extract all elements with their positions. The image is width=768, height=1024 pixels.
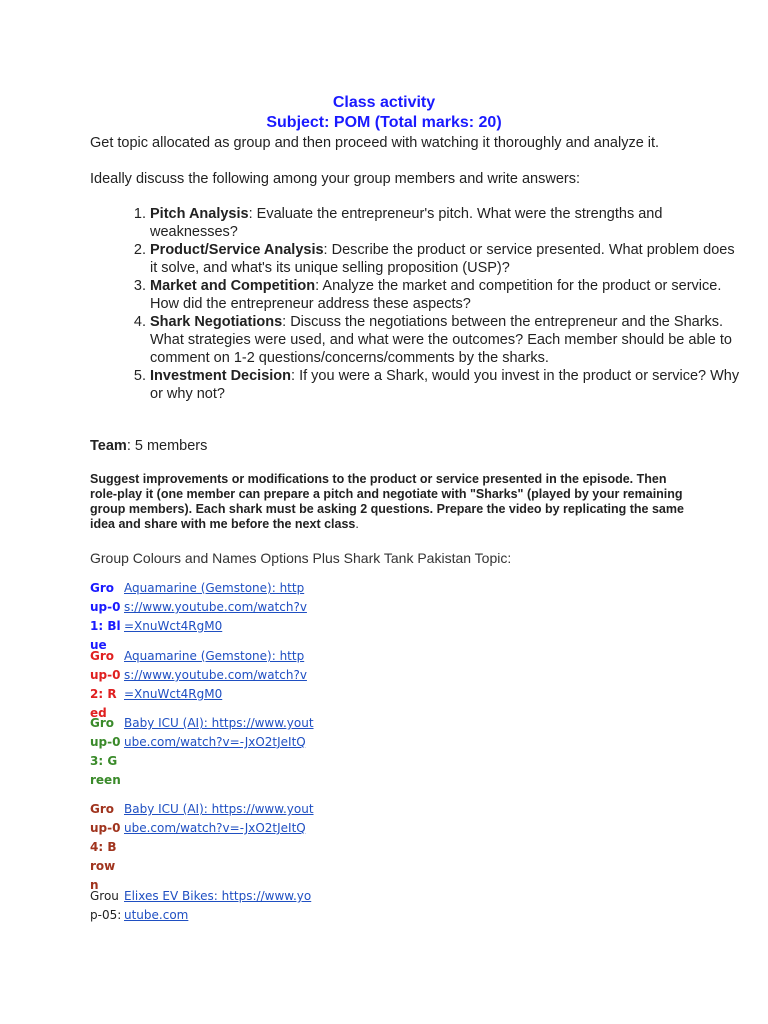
team-label: Team (90, 438, 127, 454)
question-item (150, 277, 740, 313)
intro-paragraph: Get topic allocated as group and then proceed with watching it thoroughly and analyze it. (90, 135, 660, 151)
group-label: Group-01: Blue (90, 581, 121, 652)
question-title: Shark Negotiations (150, 314, 283, 330)
question-title: Investment Decision (150, 368, 292, 384)
question-item (150, 367, 740, 403)
topic-link[interactable]: Elixes EV Bikes: https://www.youtube.com (124, 889, 312, 922)
question-list (90, 205, 740, 403)
question-text: : Describe the product or service presented. What problem does it solve, and what's its unique selling proposition (USP)? (150, 242, 735, 276)
question-item (150, 313, 740, 367)
assignment-instructions (90, 472, 690, 532)
document-title: Class activity (332, 94, 436, 111)
question-item (150, 241, 740, 277)
groups-heading: Group Colours and Names Options Plus Shark Tank Pakistan Topic: (90, 550, 512, 566)
question-title: Product/Service Analysis (150, 242, 324, 258)
question-text: : Discuss the negotiations between the entrepreneur and the Sharks. What strategies were used, and what were the outcomes? Each member should be able to comment on 1-2 questions/concerns/comments by the sharks. (150, 314, 732, 366)
question-title: Pitch Analysis (150, 206, 249, 222)
group-label: Group-03: Green (90, 716, 121, 787)
group-label: Group-05: (90, 889, 122, 922)
topic-link[interactable]: Aquamarine (Gemstone): https://www.youtube.com/watch?v=XnuWct4RgM0 (124, 581, 307, 633)
topic-link[interactable]: Baby ICU (AI): https://www.youtube.com/watch?v=-JxO2tJeItQ (124, 716, 314, 749)
group-label: Group-02: Red (90, 649, 121, 720)
topic-link[interactable]: Aquamarine (Gemstone): https://www.youtube.com/watch?v=XnuWct4RgM0 (124, 649, 307, 701)
group-label: Group-04: Brown (90, 802, 121, 892)
question-text: : If you were a Shark, would you invest in the product or service? Why or why not? (150, 368, 740, 402)
question-text: : Evaluate the entrepreneur's pitch. What were the strengths and weaknesses? (150, 206, 663, 240)
team-line (90, 437, 680, 455)
instructions-text: Suggest improvements or modifications to the product or service presented in the episode. Then role-play it (one member can prepare a pitch and negotiate with "Sharks" (played by your remaining group members). Each shark must be asking 2 questions. Prepare the video by replicating the same idea and share with me before the next class (90, 472, 684, 531)
question-text: : Analyze the market and competition for the product or service. How did the entrepreneur address these aspects? (150, 278, 722, 312)
question-item (150, 205, 740, 241)
question-title: Market and Competition (150, 278, 316, 294)
discussion-instruction: Ideally discuss the following among your group members and write answers: (90, 171, 581, 187)
team-value: : 5 members (126, 438, 208, 454)
instructions-end: . (355, 517, 359, 531)
subject-line: Subject: POM (Total marks: 20) (266, 114, 502, 131)
topic-link[interactable]: Baby ICU (AI): https://www.youtube.com/watch?v=-JxO2tJeItQ (124, 802, 314, 835)
